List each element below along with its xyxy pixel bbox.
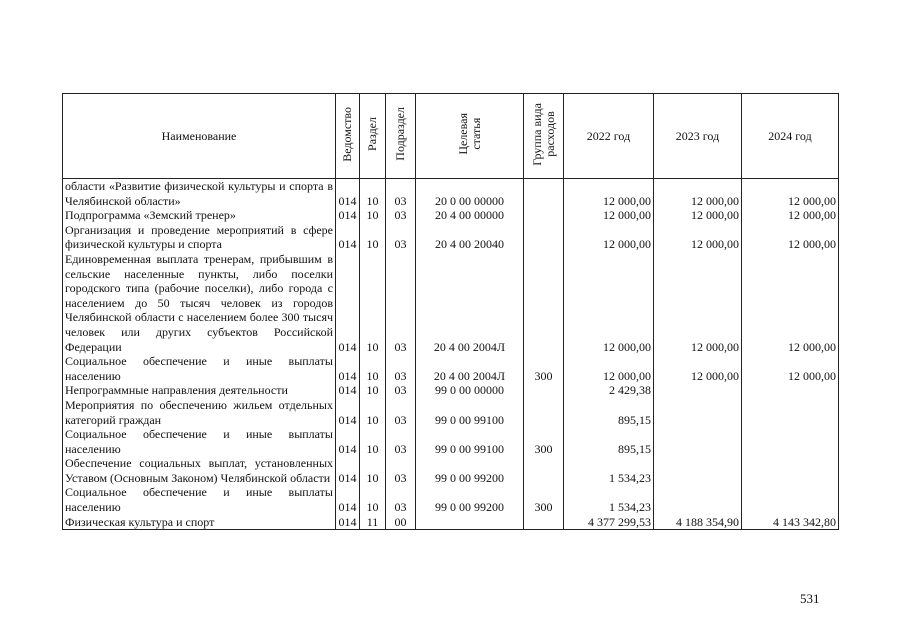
row-target — [416, 515, 524, 530]
row-dept: 014 — [336, 208, 360, 223]
header-subsection: Подраздел — [393, 107, 407, 161]
row-section: 10 — [360, 456, 386, 485]
row-dept: 014 — [336, 252, 360, 354]
row-2022: 1 534,23 — [564, 456, 654, 485]
row-exptype: 300 — [524, 485, 564, 514]
row-target: 99 0 00 00000 — [416, 383, 524, 398]
table-row — [63, 427, 839, 456]
row-target: 20 4 00 2004Л — [416, 354, 524, 383]
row-2024 — [742, 383, 839, 398]
row-target: 99 0 00 99200 — [416, 456, 524, 485]
row-2024: 12 000,00 — [742, 354, 839, 383]
row-subsection: 03 — [386, 354, 416, 383]
row-dept: 014 — [336, 456, 360, 485]
row-dept: 014 — [336, 515, 360, 530]
row-exptype: 300 — [524, 427, 564, 456]
header-dept: Ведомство — [340, 106, 354, 162]
row-2023: 12 000,00 — [654, 208, 742, 223]
header-2023: 2023 год — [654, 94, 742, 179]
row-dept: 014 — [336, 398, 360, 427]
row-2023: 12 000,00 — [654, 252, 742, 354]
row-2024 — [742, 427, 839, 456]
table-row — [63, 398, 839, 427]
row-name: области «Развитие физической культуры и спорта в Челябинской области» — [63, 179, 336, 209]
table-row — [63, 179, 839, 209]
row-subsection: 00 — [386, 515, 416, 530]
row-name: Единовременная выплата тренерам, прибывшим в сельские населенные пункты, либо поселки городского типа (рабочие поселки), либо города с населением до 50 тысяч человек из городов Челябинской области с населением более 300 тысяч человек или других субъектов Российской Федерации — [63, 252, 336, 354]
row-section: 10 — [360, 485, 386, 514]
row-2023 — [654, 427, 742, 456]
row-section: 10 — [360, 383, 386, 398]
table-row — [63, 515, 839, 530]
row-subsection: 03 — [386, 383, 416, 398]
row-name: Мероприятия по обеспечению жильем отдельных категорий граждан — [63, 398, 336, 427]
row-2022: 12 000,00 — [564, 179, 654, 209]
row-target: 99 0 00 99100 — [416, 427, 524, 456]
row-section: 10 — [360, 427, 386, 456]
row-name: Непрограммные направления деятельности — [63, 383, 336, 398]
row-exptype — [524, 383, 564, 398]
row-2022: 895,15 — [564, 427, 654, 456]
row-2022: 12 000,00 — [564, 223, 654, 252]
header-2022: 2022 год — [564, 94, 654, 179]
header-name: Наименование — [63, 94, 336, 179]
row-section: 10 — [360, 252, 386, 354]
row-subsection: 03 — [386, 456, 416, 485]
row-2022: 12 000,00 — [564, 252, 654, 354]
row-subsection: 03 — [386, 252, 416, 354]
table-header-row — [63, 94, 839, 179]
row-name: Обеспечение социальных выплат, установленных Уставом (Основным Законом) Челябинской области — [63, 456, 336, 485]
row-subsection: 03 — [386, 208, 416, 223]
table-row — [63, 223, 839, 252]
row-2023: 4 188 354,90 — [654, 515, 742, 530]
row-2023: 12 000,00 — [654, 354, 742, 383]
row-exptype: 300 — [524, 354, 564, 383]
row-subsection: 03 — [386, 179, 416, 209]
row-name: Социальное обеспечение и иные выплаты населению — [63, 427, 336, 456]
table-row — [63, 383, 839, 398]
row-target: 99 0 00 99200 — [416, 485, 524, 514]
row-target: 20 4 00 2004Л — [416, 252, 524, 354]
row-dept: 014 — [336, 354, 360, 383]
row-target: 20 4 00 00000 — [416, 208, 524, 223]
row-dept: 014 — [336, 427, 360, 456]
row-subsection: 03 — [386, 427, 416, 456]
row-dept: 014 — [336, 383, 360, 398]
row-2022: 12 000,00 — [564, 208, 654, 223]
row-2023: 12 000,00 — [654, 223, 742, 252]
row-2022: 2 429,38 — [564, 383, 654, 398]
row-name: Физическая культура и спорт — [63, 515, 336, 530]
row-2024 — [742, 456, 839, 485]
row-exptype — [524, 179, 564, 209]
row-target: 20 4 00 20040 — [416, 223, 524, 252]
row-2024 — [742, 485, 839, 514]
row-2023: 12 000,00 — [654, 179, 742, 209]
table-row — [63, 208, 839, 223]
row-exptype — [524, 223, 564, 252]
row-exptype — [524, 252, 564, 354]
row-2022: 895,15 — [564, 398, 654, 427]
row-2022: 4 377 299,53 — [564, 515, 654, 530]
row-section: 10 — [360, 208, 386, 223]
row-target: 99 0 00 99100 — [416, 398, 524, 427]
row-2024: 12 000,00 — [742, 208, 839, 223]
row-name: Подпрограмма «Земский тренер» — [63, 208, 336, 223]
row-2024: 12 000,00 — [742, 223, 839, 252]
row-exptype — [524, 208, 564, 223]
row-section: 10 — [360, 223, 386, 252]
header-target: Целевая статья — [455, 113, 483, 155]
row-exptype — [524, 515, 564, 530]
row-section: 11 — [360, 515, 386, 530]
row-section: 10 — [360, 354, 386, 383]
table-row — [63, 485, 839, 514]
row-2023 — [654, 485, 742, 514]
row-2024 — [742, 398, 839, 427]
row-name: Организация и проведение мероприятий в сфере физической культуры и спорта — [63, 223, 336, 252]
row-dept: 014 — [336, 485, 360, 514]
row-name: Социальное обеспечение и иные выплаты населению — [63, 354, 336, 383]
row-dept: 014 — [336, 223, 360, 252]
header-exptype: Группа вида расходов — [529, 102, 557, 166]
row-section: 10 — [360, 179, 386, 209]
row-2023 — [654, 383, 742, 398]
row-2022: 12 000,00 — [564, 354, 654, 383]
row-dept: 014 — [336, 179, 360, 209]
row-2024: 4 143 342,80 — [742, 515, 839, 530]
row-2023 — [654, 398, 742, 427]
page-number: 531 — [800, 591, 820, 606]
row-exptype — [524, 456, 564, 485]
table-row — [63, 252, 839, 354]
table-row — [63, 354, 839, 383]
budget-table-region — [62, 93, 838, 530]
row-2024: 12 000,00 — [742, 252, 839, 354]
row-exptype — [524, 398, 564, 427]
row-name: Социальное обеспечение и иные выплаты населению — [63, 485, 336, 514]
row-2024: 12 000,00 — [742, 179, 839, 209]
header-section: Раздел — [365, 117, 379, 151]
row-subsection: 03 — [386, 223, 416, 252]
row-section: 10 — [360, 398, 386, 427]
budget-table — [62, 93, 839, 530]
row-target: 20 0 00 00000 — [416, 179, 524, 209]
row-subsection: 03 — [386, 398, 416, 427]
row-subsection: 03 — [386, 485, 416, 514]
table-body — [63, 179, 839, 530]
table-row — [63, 456, 839, 485]
header-2024: 2024 год — [742, 94, 839, 179]
row-2023 — [654, 456, 742, 485]
row-2022: 1 534,23 — [564, 485, 654, 514]
